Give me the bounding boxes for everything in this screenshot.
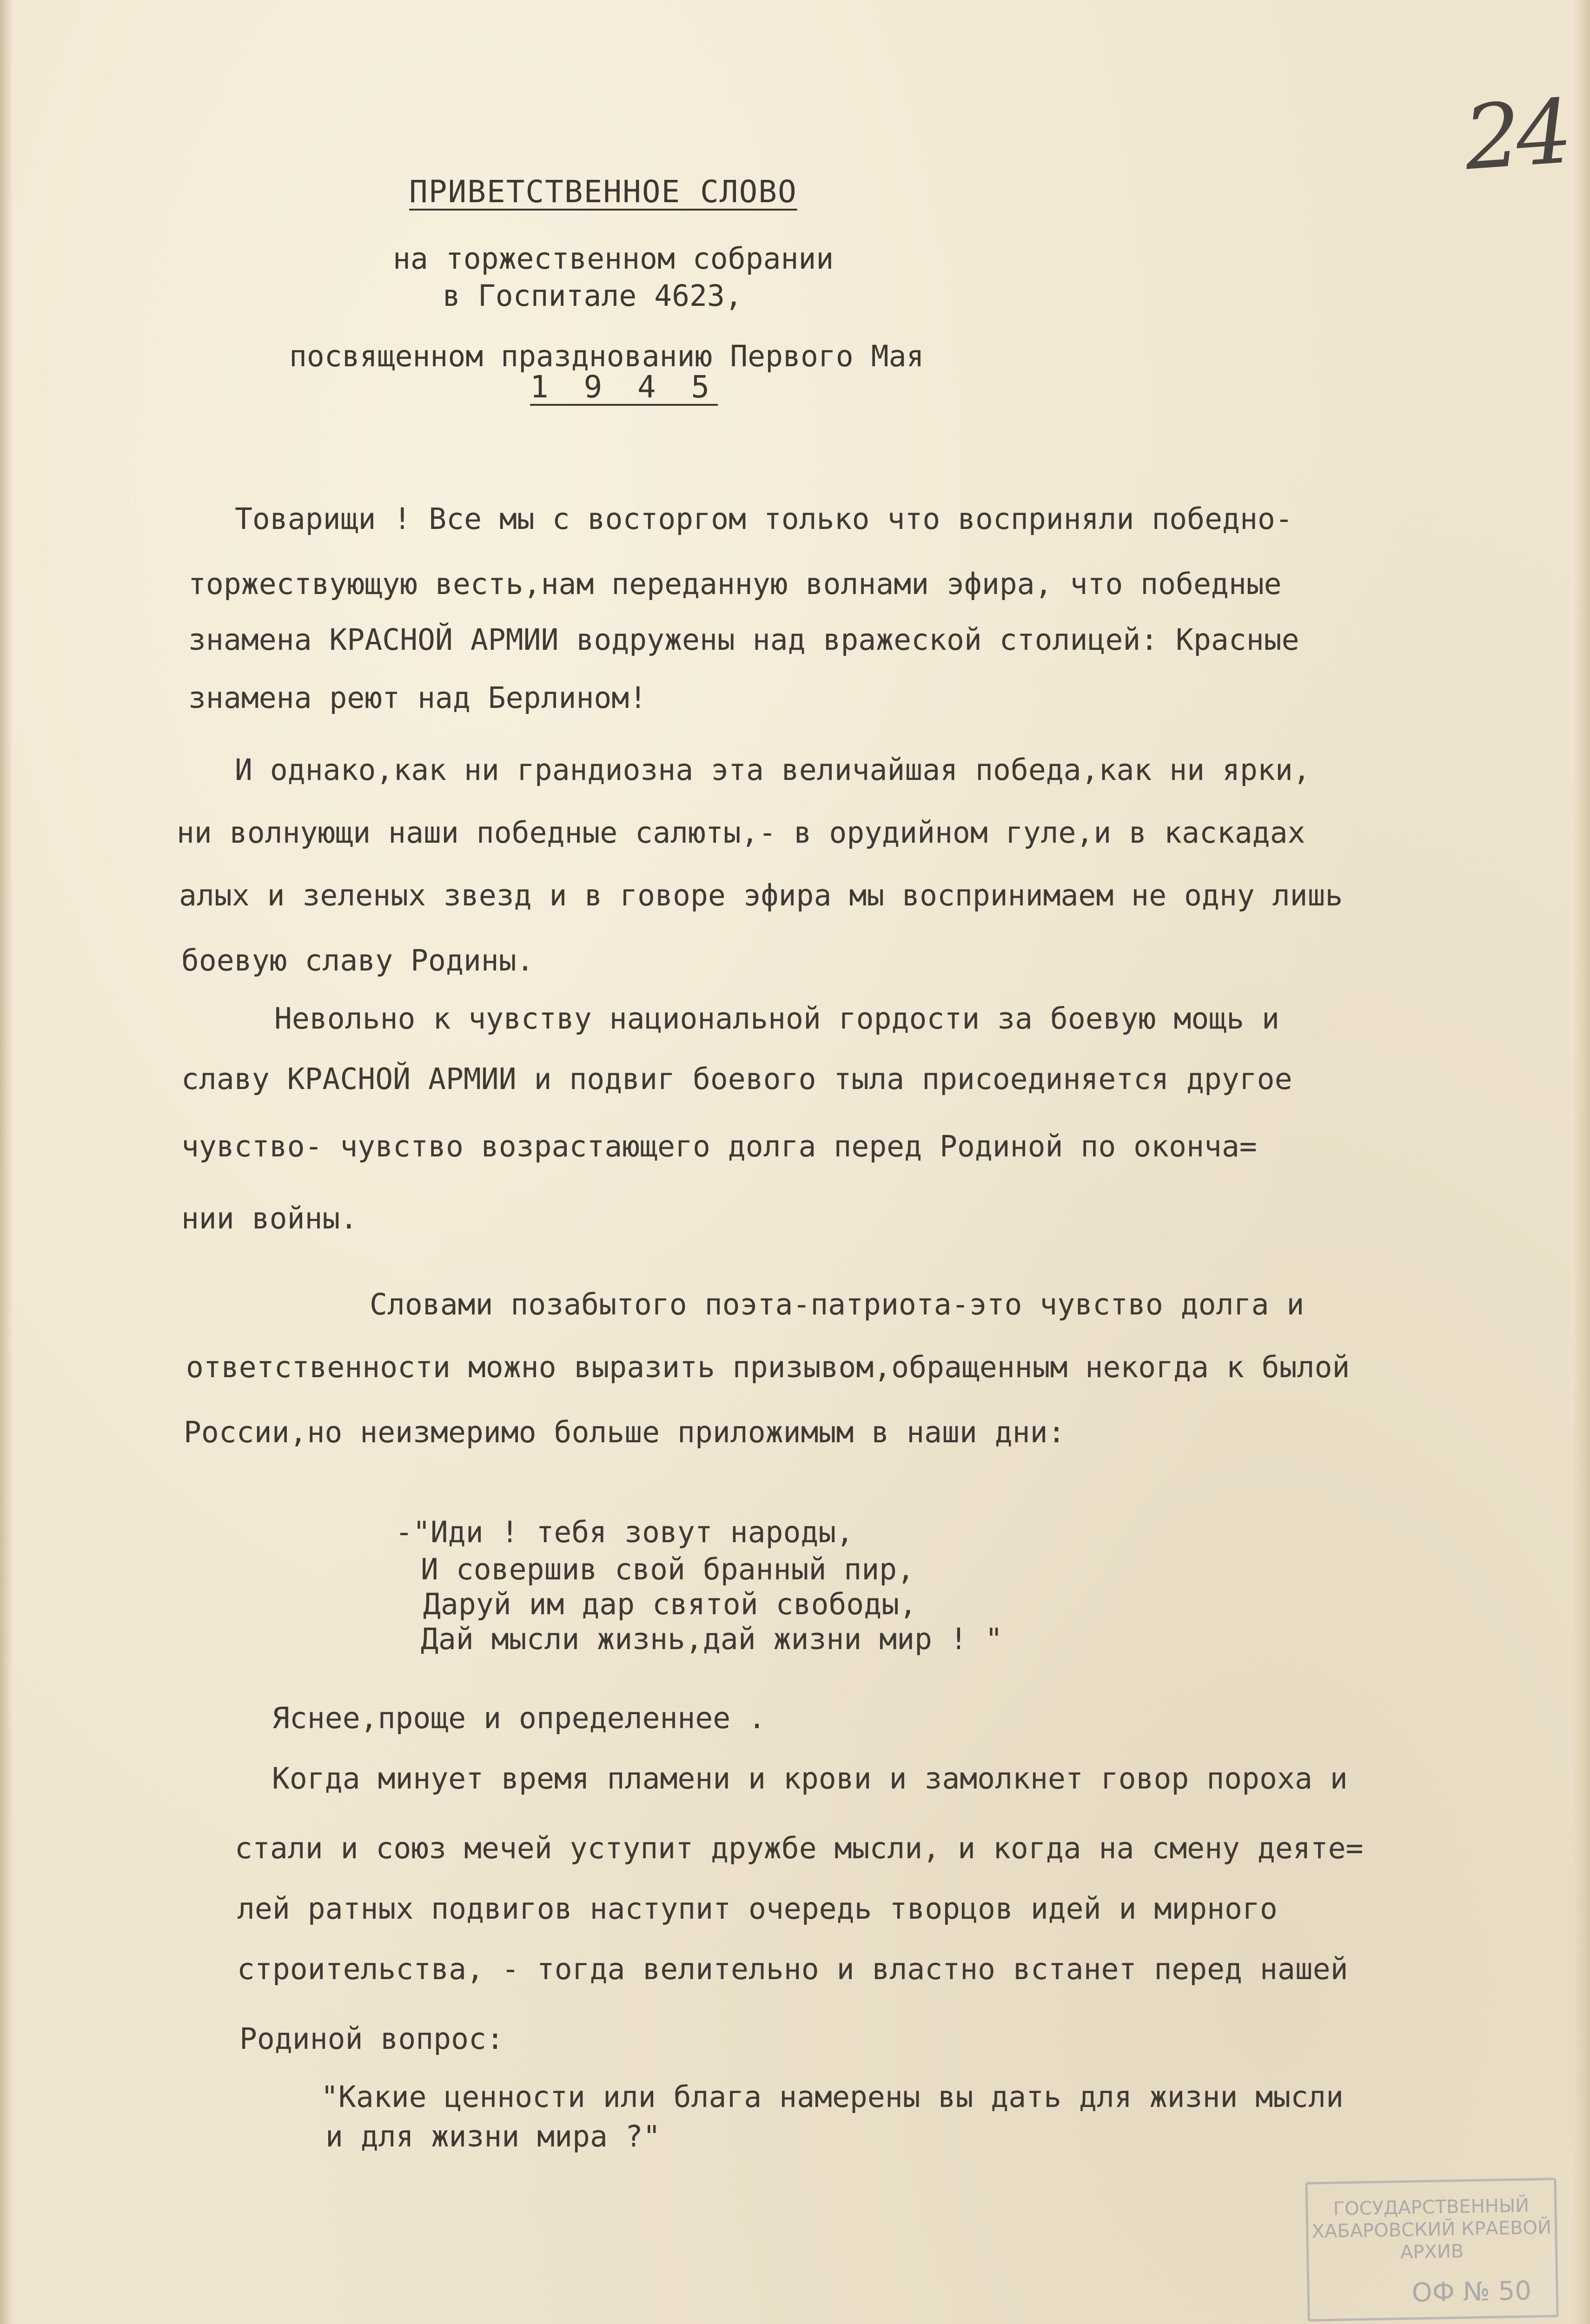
body-line: знамена реют над Берлином! [188, 681, 647, 715]
body-line: нии войны. [181, 1202, 358, 1235]
subtitle-line-3: посвященном празднованию Первого Мая [289, 339, 924, 373]
paper-edge-right [1573, 0, 1590, 2324]
poem-line: Даруй им дар святой свободы, [423, 1587, 917, 1621]
body-line: России,но неизмеримо больше приложимым в наши дни: [184, 1415, 1066, 1449]
body-line: Яснее,проще и определеннее . [272, 1701, 766, 1735]
stamp-text-line: АРХИВ [1400, 2240, 1464, 2264]
body-line: ответственности можно выразить призывом,обращенным некогда к былой [186, 1350, 1350, 1384]
quote-line: и для жизни мира ?" [325, 2119, 661, 2153]
body-line: стали и союз мечей уступит дружбе мысли, и когда на смену деяте= [235, 1831, 1364, 1865]
quote-line: "Какие ценности или блага намерены вы дать для жизни мысли [321, 2080, 1344, 2114]
stamp-text-line: ХАБАРОВСКИЙ КРАЕВОЙ [1312, 2217, 1552, 2243]
body-line: боевую славу Родины. [181, 944, 534, 977]
poem-line: И совершив свой бранный пир, [421, 1552, 915, 1586]
poem-line: -"Иди ! тебя зовут народы, [395, 1515, 854, 1549]
body-line: торжествующую весть,нам переданную волнами эфира, что победные [188, 567, 1282, 601]
subtitle-line-2: в Госпитале 4623, [443, 279, 742, 313]
body-line: Родиной вопрос: [239, 2022, 504, 2056]
body-line: Невольно к чувству национальной гордости за боевую мощь и [274, 1002, 1279, 1036]
subtitle-year: 1 9 4 5 [530, 369, 718, 405]
stamp-text-line: ГОСУДАРСТВЕННЫЙ [1333, 2195, 1530, 2220]
body-line: лей ратных подвигов наступит очередь творцов идей и мирного [237, 1892, 1278, 1926]
stamp-fund-number: ОФ № 50 [1411, 2276, 1532, 2308]
poem-line: Дай мысли жизнь,дай жизни мир ! " [421, 1622, 1003, 1656]
body-line: ни волнующи наши победные салюты,- в орудийном гуле,и в каскадах [177, 816, 1305, 850]
body-line: Когда минует время пламени и крови и замолкнет говор пороха и [272, 1762, 1348, 1796]
body-line: Товарищи ! Все мы с восторгом только что восприняли победно- [235, 502, 1293, 536]
body-line: Словами позабытого поэта-патриота-это чувство долга и [370, 1287, 1305, 1321]
body-line: алых и зеленых звезд и в говоре эфира мы воспринимаем не одну лишь [179, 878, 1343, 912]
body-line: И однако,как ни грандиозна эта величайшая победа,как ни ярки, [235, 753, 1311, 787]
body-line: строительства, - тогда велительно и властно встанет перед нашей [237, 1952, 1348, 1986]
subtitle-line-1: на торжественном собрании [393, 242, 834, 276]
handwritten-page-number: 24 [1461, 80, 1571, 190]
archive-stamp [1305, 2178, 1558, 2321]
document-title: ПРИВЕТСТВЕННОЕ СЛОВО [409, 174, 797, 210]
body-line: чувство- чувство возрастающего долга перед Родиной по оконча= [181, 1129, 1257, 1163]
body-line: славу КРАСНОЙ АРМИИ и подвиг боевого тыла присоединяется другое [181, 1062, 1292, 1096]
paper-edge-left [0, 0, 13, 2324]
body-line: знамена КРАСНОЙ АРМИИ водружены над вражеской столицей: Красные [188, 623, 1299, 657]
